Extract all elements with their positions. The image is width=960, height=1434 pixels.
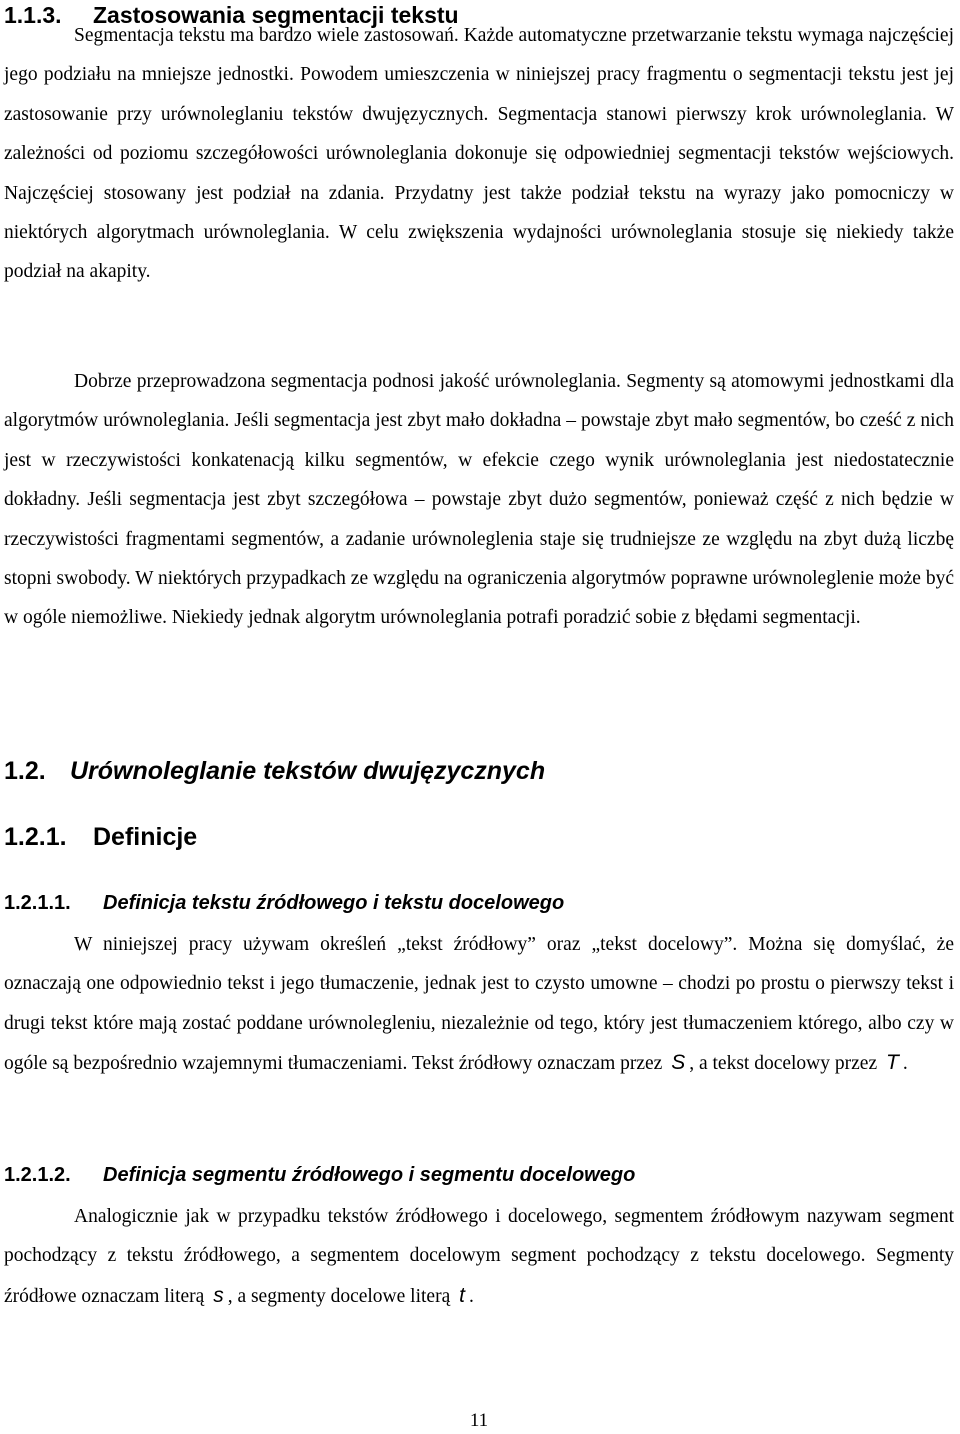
section-heading-1-2-1-2 xyxy=(4,1164,635,1187)
section-number: 1.2. xyxy=(4,757,46,785)
page-number: 11 xyxy=(469,1410,489,1431)
paragraph-text: , a tekst docelowy przez xyxy=(689,1053,878,1075)
section-number: 1.2.1.2. xyxy=(4,1164,71,1186)
paragraph-source-target-text xyxy=(4,925,954,1084)
section-heading-1-2 xyxy=(4,757,545,786)
section-title: Definicja tekstu źródłowego i tekstu docelowego xyxy=(103,892,565,914)
math-symbol-T: T xyxy=(885,1051,899,1075)
math-symbol-t: t xyxy=(459,1283,465,1307)
section-number: 1.2.1.1. xyxy=(4,892,71,914)
section-title: Definicje xyxy=(93,823,198,851)
paragraph-text: . xyxy=(902,1053,908,1075)
paragraph-text: W niniejszej pracy używam określeń „tekst źródłowy” oraz „tekst docelowy”. Można się domyślać, że oznaczają one odpowiednio tekst i jego tłumaczenie, jednak jest to czysto umowne – chodzi po prostu o pierwszy tekst i drugi tekst które mają zostać poddane urównolegleniu, niezależnie od tego, który jest tłumaczeniem którego, albo czy w ogóle są bezpośrednio wzajemnymi tłumaczeniami. Tekst źródłowy oznaczam przez xyxy=(4,934,954,1075)
section-number: 1.2.1. xyxy=(4,823,67,851)
paragraph-segmentation-uses: Segmentacja tekstu ma bardzo wiele zastosowań. Każde automatyczne przetwarzanie tekstu wymaga najczęściej jego podziału na mniejsze jednostki. Powodem umieszczenia w niniejszej pracy fragmentu o segmentacji tekstu jest jej zastosowanie przy urównoleglaniu tekstów dwujęzycznych. Segmentacja stanowi pierwszy krok urównoleglania. W zależności od poziomu szczegółowości urównoleglania dokonuje się odpowiedniej segmentacji tekstów wejściowych. Najczęściej stosowany jest podział na zdania. Przydatny jest także podział tekstu na wyrazy jako pomocniczy w niektórych algorytmach urównoleglania. W celu zwiększenia wydajności urównoleglania stosuje się niekiedy także podział na akapity. xyxy=(4,25,954,283)
section-title: Urównoleglanie tekstów dwujęzycznych xyxy=(70,757,546,785)
paragraph-text: , a segmenty docelowe literą xyxy=(227,1285,451,1307)
paragraph-source-target-segment xyxy=(4,1197,954,1316)
section-heading-1-2-1-1 xyxy=(4,892,564,915)
section-title: Zastosowania segmentacji tekstu xyxy=(93,2,459,28)
section-title: Definicja segmentu źródłowego i segmentu docelowego xyxy=(103,1164,636,1186)
math-symbol-s: s xyxy=(213,1283,224,1307)
section-heading-1-2-1 xyxy=(4,823,197,852)
section-number: 1.1.3. xyxy=(4,2,62,28)
paragraph-segmentation-quality: Dobrze przeprowadzona segmentacja podnosi jakość urównoleglania. Segmenty są atomowymi jednostkami dla algorytmów urównoleglania. Jeśli segmentacja jest zbyt mało dokładna – powstaje zbyt mało segmentów, bo cześć z nich jest w rzeczywistości konkatenacją kilku segmentów, w efekcie czego wynik urównoleglania jest niedostatecznie dokładny. Jeśli segmentacja jest zbyt szczegółowa – powstaje zbyt dużo segmentów, ponieważ część z nich będzie w rzeczywistości fragmentami segmentów, a zadanie urównoleglenia staje się trudniejsze ze względu na zbyt dużą liczbę stopni swobody. W niektórych przypadkach ze względu na ograniczenia algorytmów poprawne urównoleglenie może być w ogóle niemożliwe. Niekiedy jednak algorytm urównoleglania potrafi poradzić sobie z błędami segmentacji. xyxy=(4,371,954,629)
paragraph-text: Analogicznie jak w przypadku tekstów źródłowego i docelowego, segmentem źródłowym nazywam segment pochodzący z tekstu źródłowego, a segmentem docelowym segment pochodzący z tekstu docelowego. Segmenty źródłowe oznaczam literą xyxy=(4,1206,954,1307)
math-symbol-S: S xyxy=(671,1051,686,1075)
paragraph-text: . xyxy=(468,1285,474,1307)
